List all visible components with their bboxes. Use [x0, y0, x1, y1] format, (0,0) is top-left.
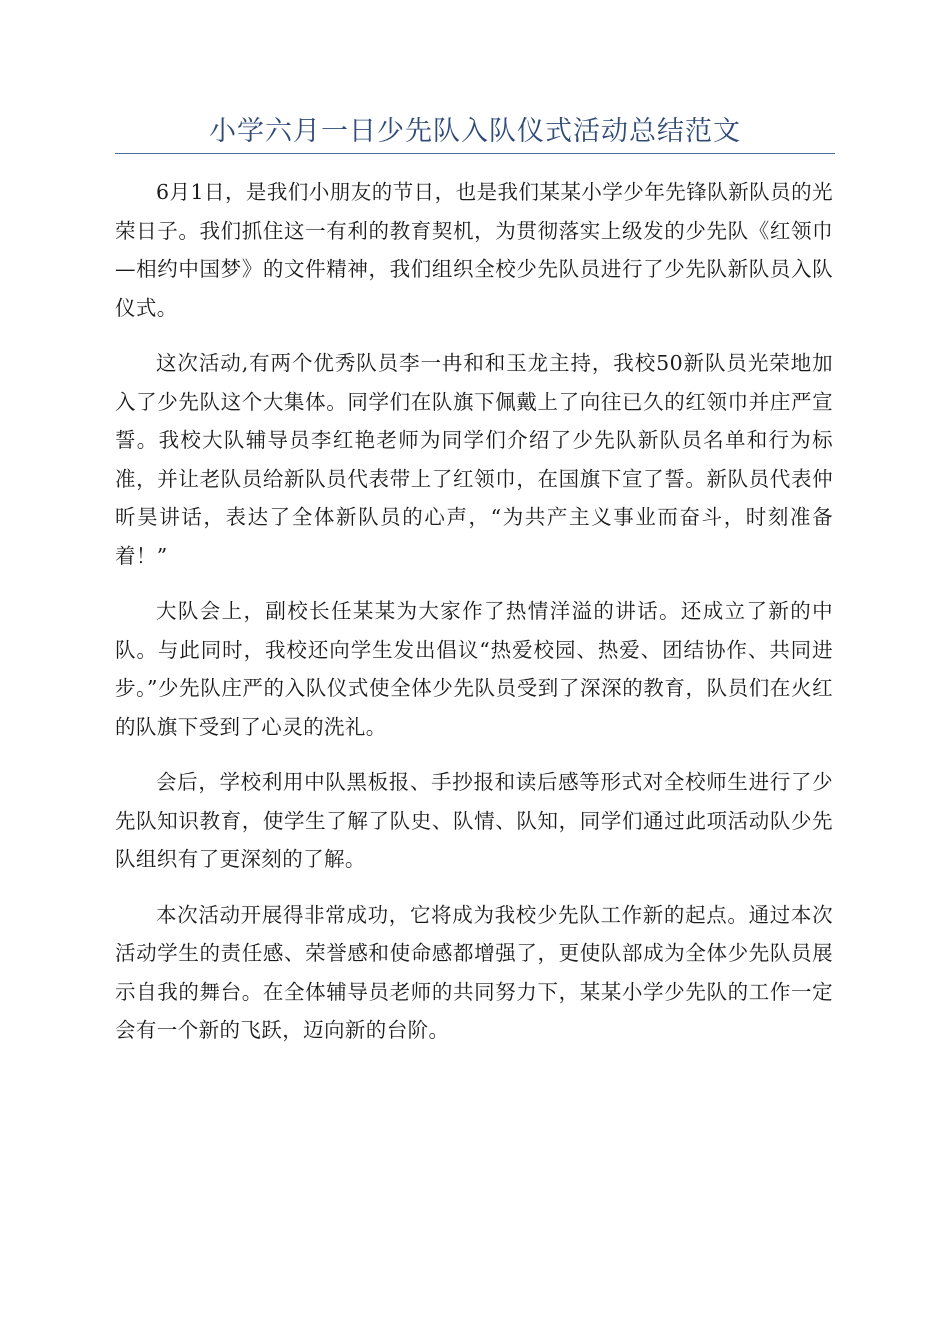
page-title: 小学六月一日少先队入队仪式活动总结范文: [209, 116, 741, 147]
paragraph-3: 大队会上，副校长任某某为大家作了热情洋溢的讲话。还成立了新的中队。与此同时，我校还向学生发出倡议“热爱校园、热爱、团结协作、共同进步。”少先队庄严的入队仪式使全体少先队员受到了深深的教育，队员们在火红的队旗下受到了心灵的洗礼。: [115, 599, 833, 739]
paragraph-5: 本次活动开展得非常成功，它将成为我校少先队工作新的起点。通过本次活动学生的责任感、荣誉感和使命感都增强了，更使队部成为全体少先队员展示自我的舞台。在全体辅导员老师的共同努力下，某某小学少先队的工作一定会有一个新的飞跃，迈向新的台阶。: [115, 902, 833, 1042]
paragraph-4: 会后，学校利用中队黑板报、手抄报和读后感等形式对全校师生进行了少先队知识教育，使学生了解了队史、队情、队知，同学们通过此项活动队少先队组织有了更深刻的了解。: [115, 770, 833, 871]
paragraph-2: 这次活动,有两个优秀队员李一冉和和玉龙主持，我校50新队员光荣地加入了少先队这个大集体。同学们在队旗下佩戴上了向往已久的红领巾并庄严宣誓。我校大队辅导员李红艳老师为同学们介绍了少先队新队员名单和行为标准，并让老队员给新队员代表带上了红领巾，在国旗下宣了誓。新队员代表仲昕昊讲话，表达了全体新队员的心声，“为共产主义事业而奋斗，时刻准备着！”: [115, 351, 833, 568]
title-underline: [115, 153, 835, 154]
document-body: [115, 173, 833, 1067]
paragraph-1: 6月1日，是我们小朋友的节日，也是我们某某小学少年先锋队新队员的光荣日子。我们抓住这一有利的教育契机，为贯彻落实上级发的少先队《红领巾—相约中国梦》的文件精神，我们组织全校少先队员进行了少先队新队员入队仪式。: [115, 180, 833, 320]
